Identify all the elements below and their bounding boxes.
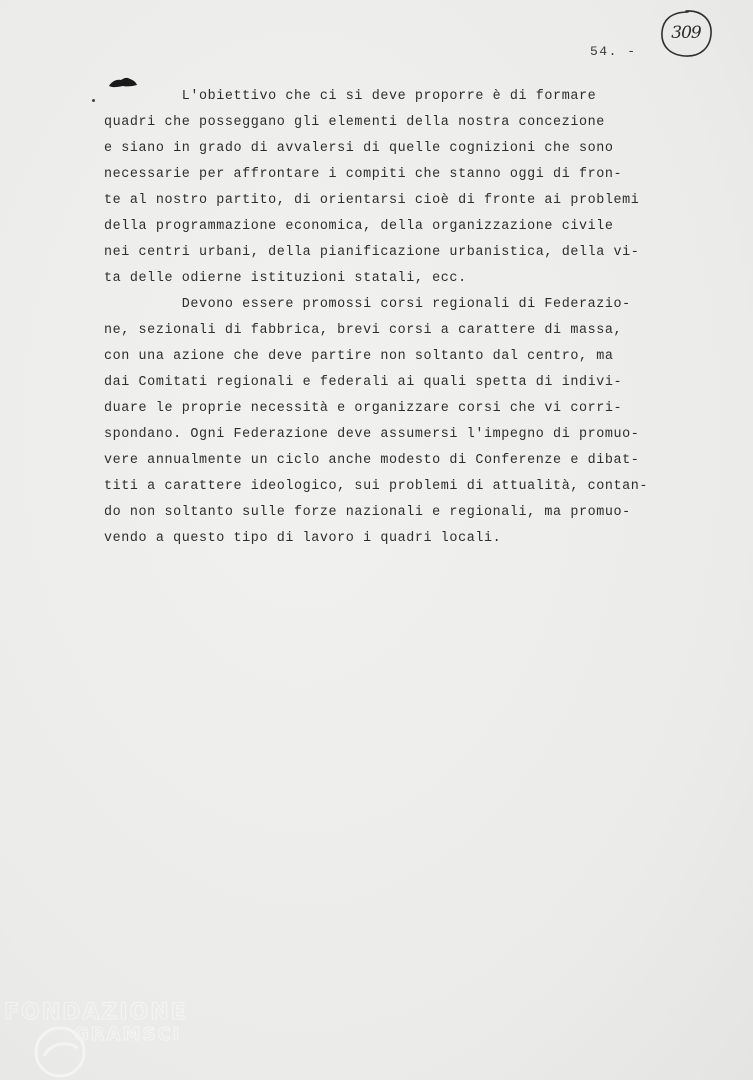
watermark — [4, 996, 204, 1080]
text-line: spondano. Ogni Federazione deve assumersi l'impegno di promuo- — [104, 427, 640, 442]
text-line: dai Comitati regionali e federali ai quali spetta di indivi- — [104, 375, 623, 390]
archive-number: 309 — [671, 23, 701, 43]
text-line: duare le proprie necessità e organizzare corsi che vi corri- — [104, 401, 623, 416]
text-line: titi a carattere ideologico, sui problemi di attualità, contan- — [104, 479, 649, 494]
text-line: nei centri urbani, della pianificazione urbanistica, della vi- — [104, 245, 640, 260]
text-line: vendo a questo tipo di lavoro i quadri locali. — [104, 531, 502, 546]
text-line: ne, sezionali di fabbrica, brevi corsi a carattere di massa, — [104, 323, 623, 338]
text-line: con una azione che deve partire non soltanto dal centro, ma — [104, 349, 614, 364]
text-line: L'obiettivo che ci si deve proporre è di formare — [104, 89, 597, 104]
archive-stamp — [658, 8, 714, 60]
typed-text-body — [104, 84, 694, 552]
text-line: necessarie per affrontare i compiti che stanno oggi di fron- — [104, 167, 623, 182]
watermark-line-2: GRAMSCI — [74, 1024, 182, 1045]
text-line: della programmazione economica, della organizzazione civile — [104, 219, 614, 234]
text-line: quadri che posseggano gli elementi della nostra concezione — [104, 115, 605, 130]
text-line: te al nostro partito, di orientarsi cioè di fronte ai problemi — [104, 193, 640, 208]
text-line: ta delle odierne istituzioni statali, ecc. — [104, 271, 467, 286]
text-line: vere annualmente un ciclo anche modesto di Conferenze e dibat- — [104, 453, 640, 468]
text-line: do non soltanto sulle forze nazionali e regionali, ma promuo- — [104, 505, 631, 520]
page-number: 54. - — [590, 44, 637, 59]
ink-dot-icon — [92, 99, 95, 102]
text-line: Devono essere promossi corsi regionali di Federazio- — [104, 297, 631, 312]
text-line: e siano in grado di avvalersi di quelle cognizioni che sono — [104, 141, 614, 156]
watermark-line-1: FONDAZIONE — [4, 1000, 188, 1025]
